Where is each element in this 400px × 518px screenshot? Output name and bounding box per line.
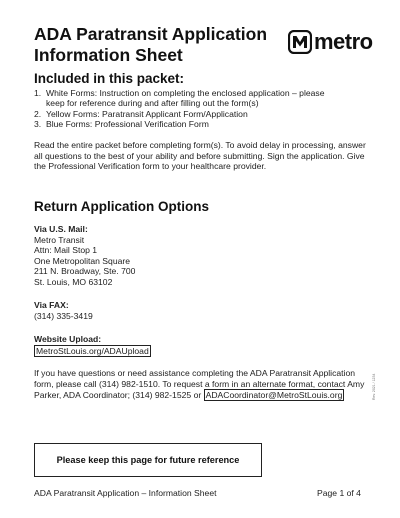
packet-heading: Included in this packet: — [34, 71, 185, 86]
metro-logo-text: metro — [314, 29, 373, 54]
return-options-heading: Return Application Options — [34, 199, 209, 214]
fax-number: (314) 335-3419 — [34, 310, 93, 321]
website-upload-link[interactable]: MetroStLouis.org/ADAUpload — [36, 345, 149, 356]
footer-title: ADA Paratransit Application – Information Sheet — [34, 488, 217, 498]
mail-label: Via U.S. Mail: — [34, 224, 88, 234]
mail-line: Attn: Mail Stop 1 — [34, 245, 98, 256]
keep-page-notice: Please keep this page for future reference — [34, 443, 262, 477]
mail-line: 211 N. Broadway, Ste. 700 — [34, 266, 136, 277]
list-item: 1. White Forms: Instruction on completing the enclosed application – please keep for reference during and after filling out the form(s) — [34, 88, 325, 109]
list-item: 3. Blue Forms: Professional Verification Form — [34, 119, 209, 130]
instructions-paragraph: Read the entire packet before completing form(s). To avoid delay in processing, answer all questions to the best of your ability and before submitting. Sign the application. Give the Professional Verification form to your healthcare provider. — [34, 140, 366, 172]
metro-m-icon — [288, 30, 312, 54]
mail-line: St. Louis, MO 63102 — [34, 276, 113, 287]
mail-line: One Metropolitan Square — [34, 255, 131, 266]
revision-note: Rev. 2021 / 1234 — [372, 373, 376, 400]
list-item: 2. Yellow Forms: Paratransit Applicant Form/Application — [34, 108, 248, 119]
fax-section — [34, 300, 370, 321]
title-line-2: Information Sheet — [34, 45, 183, 65]
mail-section — [34, 224, 370, 288]
website-label: Website Upload: — [34, 334, 102, 344]
contact-text: If you have questions or need assistance completing the ADA Paratransit Application form, please call (314) 982-1510. To request a form in an alternate format, contact Amy Parker, ADA Coordinator; (314) 982-1525 — [34, 368, 365, 401]
metro-logo — [288, 30, 373, 54]
ada-coordinator-email-link[interactable]: ADACoordinator@MetroStLouis.org — [205, 390, 343, 401]
contact-or: or — [193, 390, 202, 401]
page-number: Page 1 of 4 — [317, 488, 361, 498]
mail-line: Metro Transit — [34, 234, 85, 245]
fax-label: Via FAX: — [34, 300, 69, 310]
document-title — [34, 24, 274, 66]
contact-paragraph — [34, 368, 370, 401]
title-line-1: ADA Paratransit Application — [34, 24, 268, 44]
website-section — [34, 334, 370, 357]
packet-list — [34, 88, 374, 130]
